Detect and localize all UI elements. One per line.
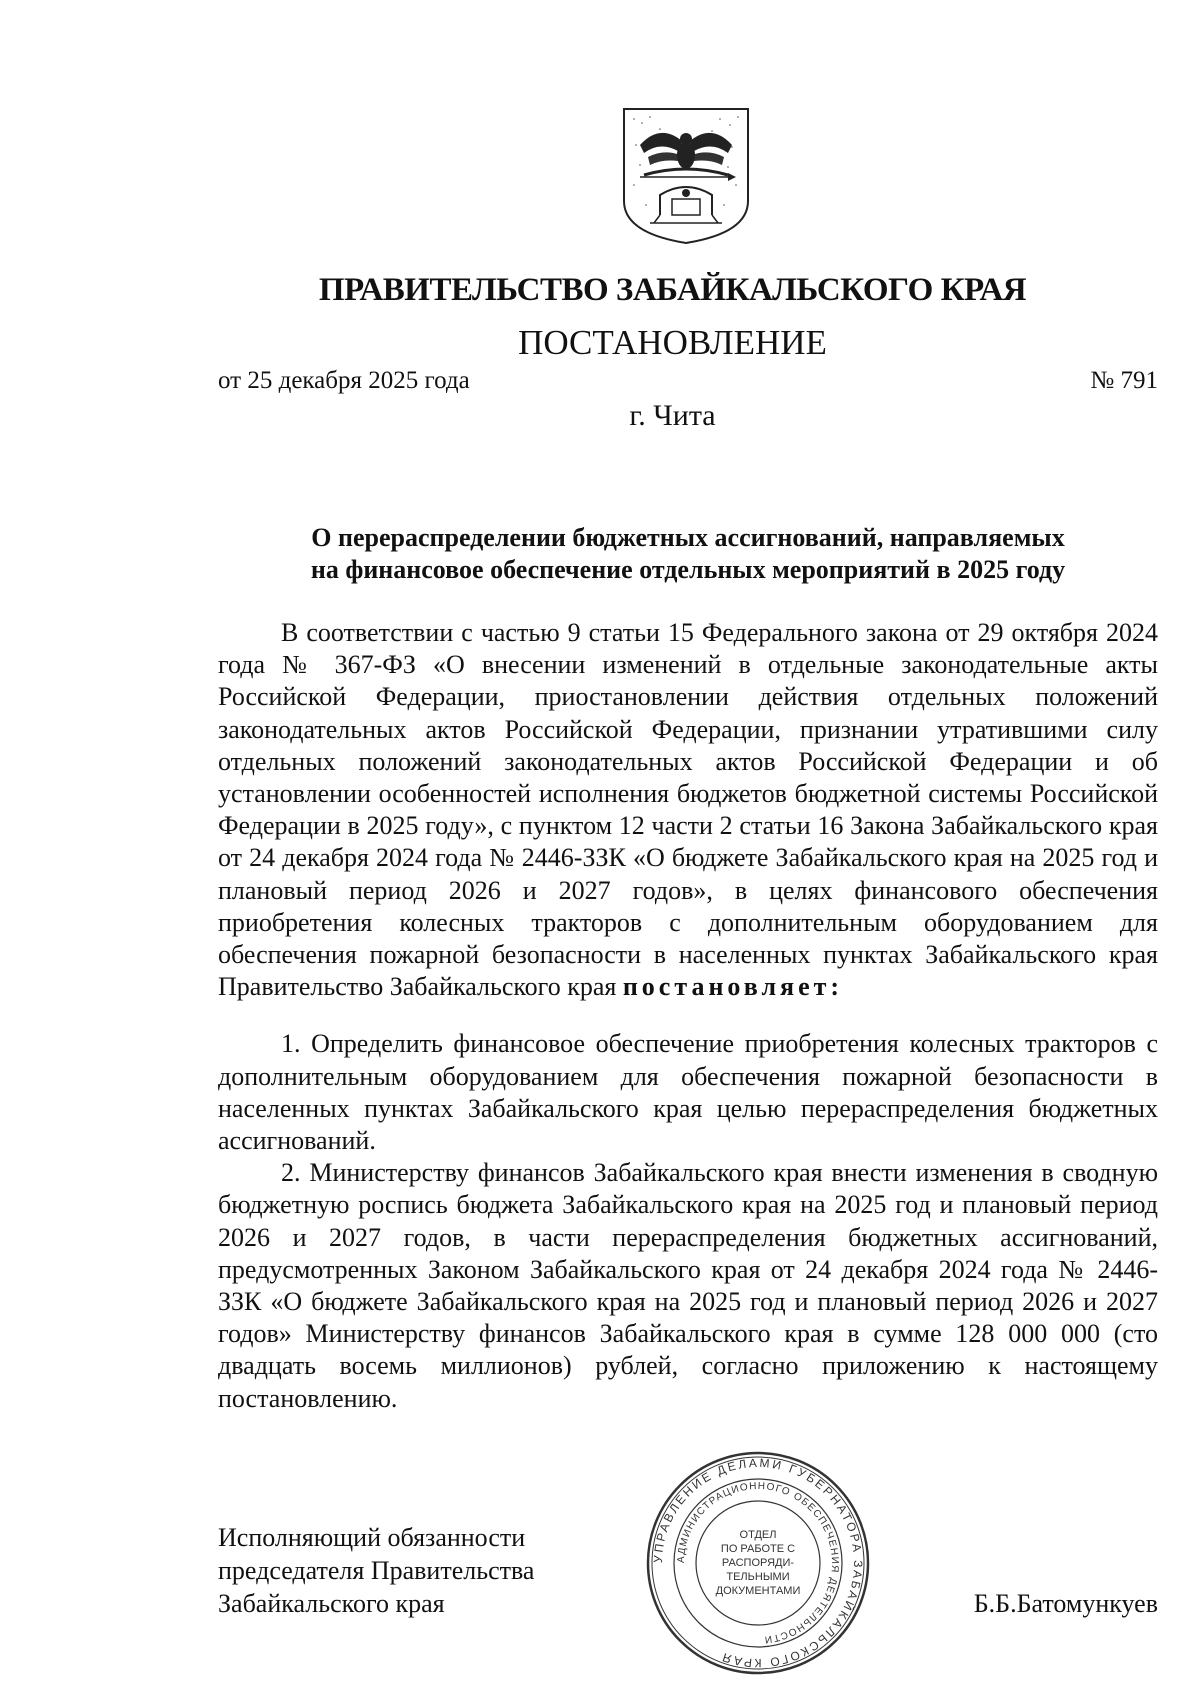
signer-title <box>218 1521 534 1620</box>
seal-center-line-2: ПО РАБОТЕ С <box>720 1543 796 1555</box>
document-subject <box>218 522 1158 586</box>
seal-center-line-3: РАСПОРЯДИ- <box>721 1557 795 1569</box>
document-number: № 791 <box>1090 367 1158 394</box>
signer-title-line-3: Забайкальского края <box>218 1589 445 1618</box>
document-date: от 25 декабря 2025 года <box>218 367 470 394</box>
resolves-word: постановляет: <box>622 972 844 1002</box>
preamble-text: В соответствии с частью 9 статьи 15 Федерального закона от 29 октября 2024 года № 367-ФЗ «О внесении изменений в отдельные законодательные акты Российской Федерации, приостановлении действия отдельных положений законодательных актов Российской Федерации, признании утратившими силу отдельных положений законодательных актов Российской Федерации и об установлении особенностей исполнения бюджетов бюджетной системы Российской Федерации в 2025 году», с пунктом 12 части 2 статьи 16 Закона Забайкальского края от 24 декабря 2024 года № 2446-ЗЗК «О бюджете Забайкальского края на 2025 год и плановый период 2026 и 2027 годов», в целях финансового обеспечения приобретения колесных тракторов с дополнительным оборудованием для обеспечения пожарной безопасности в населенных пунктах Забайкальского края Правительство Забайкальского края <box>218 618 1158 1002</box>
government-title: ПРАВИТЕЛЬСТВО ЗАБАЙКАЛЬСКОГО КРАЯ <box>318 272 1027 308</box>
signer-name: Б.Б.Батомункуев <box>973 1589 1158 1618</box>
signer-title-line-2: председателя Правительства <box>218 1556 535 1585</box>
document-type: ПОСТАНОВЛЕНИЕ <box>518 323 827 362</box>
seal-middle-text: АДМИНИСТРАЦИОННОГО ОБЕСПЕЧЕНИЯ ДЕЯТЕЛЬНОСТИ <box>675 1480 841 1645</box>
preamble-paragraph <box>218 617 1158 1003</box>
seal-center-line-5: ДОКУМЕНТАМИ <box>715 1585 801 1597</box>
subject-line-1: О перераспределении бюджетных ассигнований, направляемых <box>311 523 1065 552</box>
signer-title-line-1: Исполняющий обязанности <box>218 1523 526 1552</box>
official-seal-icon <box>645 1450 871 1676</box>
subject-line-2: на финансовое обеспечение отдельных мероприятий в 2025 году <box>310 555 1066 584</box>
item-1-paragraph: 1. Определить финансовое обеспечение приобретения колесных тракторов с дополнительным оборудованием для обеспечения пожарной безопасности в населенных пунктах Забайкальского края целью перераспределения бюджетных ассигнований. <box>218 1029 1158 1156</box>
document-body <box>218 617 1158 1415</box>
seal-center-line-1: ОТДЕЛ <box>739 1529 777 1541</box>
item-2-paragraph: 2. Министерству финансов Забайкальского края внести изменения в сводную бюджетную роспись бюджета Забайкальского края на 2025 год и плановый период 2026 и 2027 годов, в части перераспределения бюджетных ассигнований, предусмотренных Законом Забайкальского края от 24 декабря 2024 года № 2446-ЗЗК «О бюджете Забайкальского края на 2025 год и плановый период 2026 и 2027 годов» Министерству финансов Забайкальского края в сумме 128 000 000 (сто двадцать восемь миллионов) рублей, согласно приложению к настоящему постановлению. <box>218 1158 1158 1413</box>
seal-outer-text: УПРАВЛЕНИЕ ДЕЛАМИ ГУБЕРНАТОРА ЗАБАЙКАЛЬСКОГО КРАЯ <box>650 1455 866 1671</box>
coat-of-arms-icon <box>620 105 752 245</box>
document-city: г. Чита <box>629 399 716 432</box>
seal-center-line-4: ТЕЛЬНЫМИ <box>726 1571 790 1583</box>
